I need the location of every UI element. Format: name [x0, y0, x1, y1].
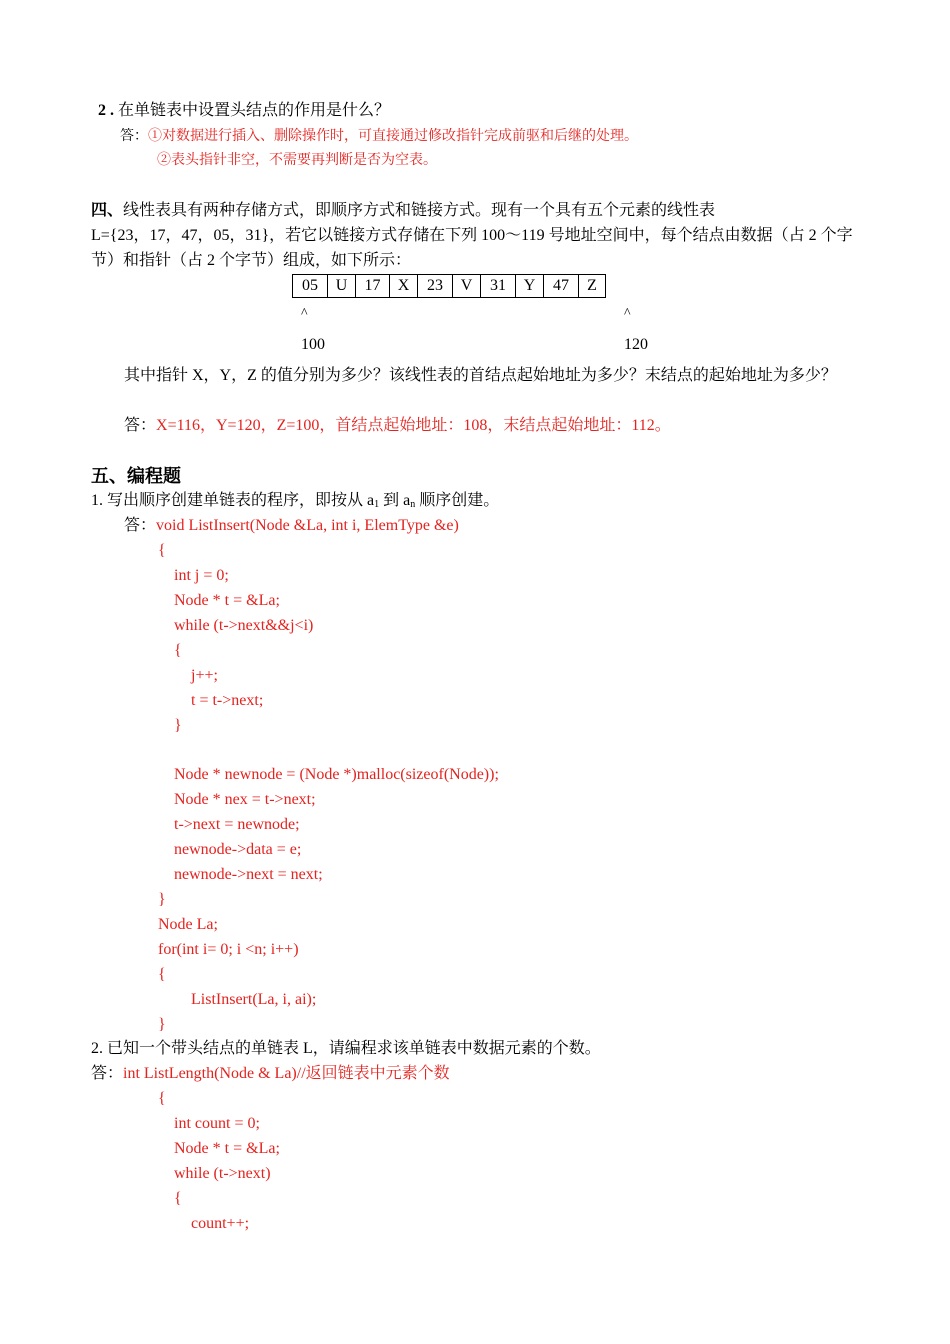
caret-left: ^: [301, 306, 308, 321]
code1-line: Node * nex = t->next;: [174, 791, 316, 808]
code1-line: newnode->next = next;: [174, 866, 323, 883]
code1-line: for(int i= 0; i <n; i++): [158, 941, 299, 958]
sec4-answer-text: X=116，Y=120，Z=100，首结点起始地址：108，末结点起始地址：112。: [156, 417, 671, 434]
q2-answer-label: 答：: [120, 129, 148, 144]
code1-line: }: [174, 717, 182, 734]
sec4-paragraph-line-3: 节）和指针（占 2 个字节）组成，如下所示：: [91, 252, 412, 269]
memory-cell: X: [390, 275, 418, 298]
code1-line: Node * t = &La;: [174, 592, 280, 609]
sec5-q1-text: 1. 写出顺序创建单链表的程序，即按从 a: [91, 492, 375, 509]
sec4-p1: 线性表具有两种存储方式，即顺序方式和链接方式。现有一个具有五个元素的线性表: [123, 202, 716, 219]
code2-line: int count = 0;: [174, 1115, 260, 1132]
q2-answer-1: [120, 127, 638, 147]
code1-line: t = t->next;: [191, 692, 264, 709]
caret-right: ^: [624, 306, 631, 321]
q2-question-line: [98, 101, 390, 121]
code1-line: t->next = newnode;: [174, 816, 300, 833]
code2-line: while (t->next): [174, 1165, 271, 1182]
sec5-q2-answer-label: 答：: [91, 1065, 124, 1082]
q2-answer-1-text: ①对数据进行插入、删除操作时，可直接通过修改指针完成前驱和后继的处理。: [148, 129, 638, 144]
address-start: 100: [301, 336, 325, 353]
memory-cell: Z: [579, 275, 606, 298]
sec4-heading: 四、: [91, 202, 124, 219]
sec4-answer: [124, 416, 671, 436]
code1-line: {: [158, 966, 166, 983]
memory-cell: 23: [418, 275, 453, 298]
code1-line: [124, 516, 459, 536]
code2-signature: int ListLength(Node & La)//返回链表中元素个数: [123, 1065, 450, 1082]
memory-cell: 31: [481, 275, 516, 298]
sec4-answer-label: 答：: [124, 417, 157, 434]
code1-line: j++;: [191, 667, 218, 684]
memory-layout-table: [292, 274, 606, 298]
q2-question: 在单链表中设置头结点的作用是什么？: [118, 102, 391, 119]
code1-line: ListInsert(La, i, ai);: [191, 991, 317, 1008]
memory-cell: 47: [544, 275, 579, 298]
code2-line: Node * t = &La;: [174, 1140, 280, 1157]
code1-line: {: [174, 642, 182, 659]
code1-line: int j = 0;: [174, 567, 229, 584]
code1-line: Node * newnode = (Node *)malloc(sizeof(Node));: [174, 766, 499, 783]
memory-cell: 17: [356, 275, 390, 298]
subscript-n: n: [410, 499, 416, 510]
q2-answer-2: ②表头指针非空，不需要再判断是否为空表。: [157, 153, 437, 168]
sec5-q1-text-end: 顺序创建。: [415, 492, 500, 509]
memory-cell: Y: [516, 275, 544, 298]
code1-line: {: [158, 542, 166, 559]
code2-line: [91, 1064, 450, 1084]
code2-line: count++;: [191, 1215, 250, 1232]
sec5-q1: [91, 491, 499, 511]
subscript-1: 1: [374, 499, 380, 510]
code1-line: }: [158, 891, 166, 908]
address-end: 120: [624, 336, 648, 353]
sec5-q1-text-mid: 到 a: [379, 492, 411, 509]
memory-cell: 05: [293, 275, 328, 298]
sec5-heading: 五、编程题: [91, 466, 181, 486]
sec5-q1-answer-label: 答：: [124, 517, 157, 534]
code1-line: Node La;: [158, 916, 218, 933]
q2-number: 2 .: [98, 102, 114, 119]
sec4-paragraph-line-2: L={23，17，47，05，31}，若它以链接方式存储在下列 100～119 号地址空间中，每个结点由数据（占 2 个字: [91, 227, 853, 244]
sec4-paragraph-line-1: [91, 201, 715, 221]
sec5-q2: 2. 已知一个带头结点的单链表 L，请编程求该单链表中数据元素的个数。: [91, 1040, 601, 1057]
memory-row: [293, 275, 606, 298]
memory-cell: U: [328, 275, 356, 298]
sec4-question: 其中指针 X，Y，Z 的值分别为多少？该线性表的首结点起始地址为多少？末结点的起始地址为多少？: [124, 367, 837, 384]
code2-line: {: [158, 1090, 166, 1107]
memory-cell: V: [453, 275, 481, 298]
code1-line: newnode->data = e;: [174, 841, 302, 858]
code2-line: {: [174, 1190, 182, 1207]
code1-line: while (t->next&&j<i): [174, 617, 314, 634]
code1-line: }: [158, 1016, 166, 1033]
code1-signature: void ListInsert(Node &La, int i, ElemType &e): [156, 517, 459, 534]
